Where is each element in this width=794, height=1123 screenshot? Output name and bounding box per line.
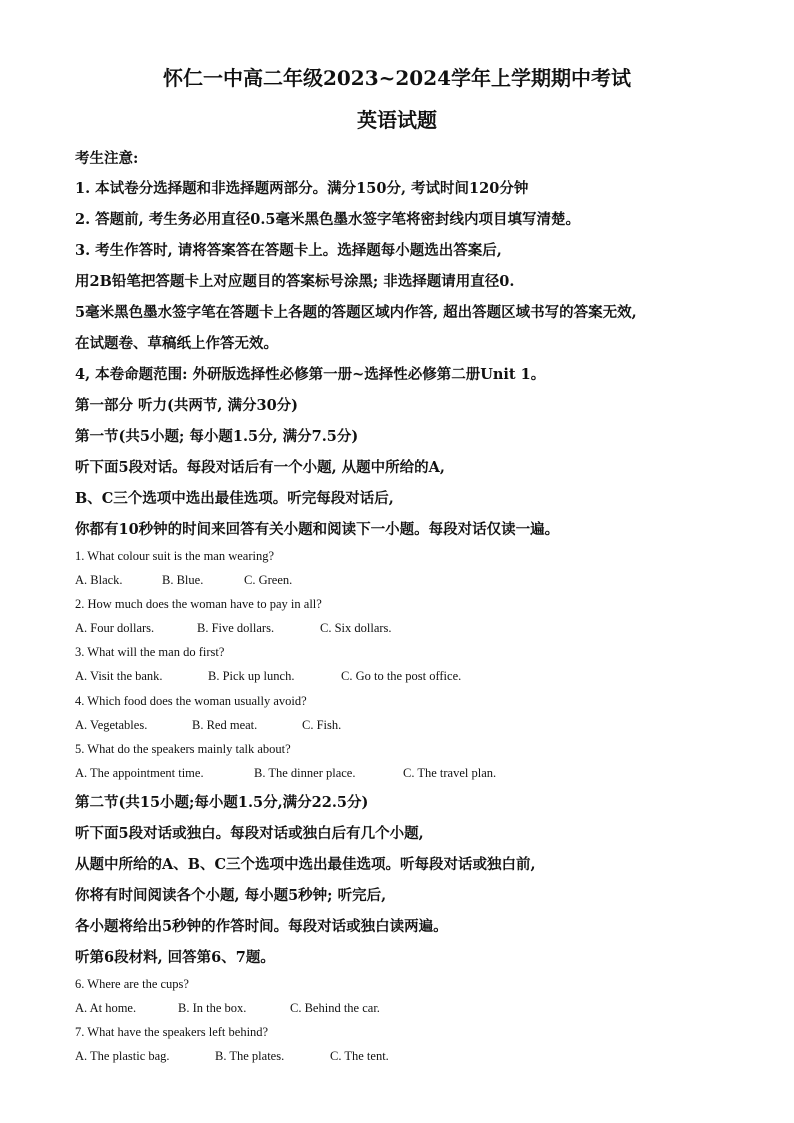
exam-title: 怀仁一中高二年级2023~2024学年上学期期中考试 bbox=[162, 66, 632, 90]
option-a: A. Visit the bank. bbox=[75, 669, 163, 683]
section2-instruction: 各小题将给出5秒钟的作答时间。每段对话或独白读两遍。 bbox=[75, 918, 448, 935]
option-c: C. Green. bbox=[244, 573, 293, 587]
option-c: C. The travel plan. bbox=[403, 766, 497, 780]
option-b: B. Blue. bbox=[162, 573, 204, 587]
question-text: 7. What have the speakers left behind? bbox=[75, 1025, 269, 1039]
option-a: A. At home. bbox=[75, 1001, 137, 1015]
notes-heading: 考生注意: bbox=[75, 150, 139, 167]
note-line: 3. 考生作答时, 请将答案答在答题卡上。选择题每小题选出答案后, bbox=[75, 242, 502, 259]
question-text: 6. Where are the cups? bbox=[75, 977, 189, 991]
material-heading: 听第6段材料, 回答第6、7题。 bbox=[75, 949, 275, 966]
note-line: 在试题卷、草稿纸上作答无效。 bbox=[75, 335, 278, 352]
exam-subtitle: 英语试题 bbox=[357, 108, 437, 132]
question-text: 4. Which food does the woman usually avoid? bbox=[75, 694, 307, 708]
question-text: 3. What will the man do first? bbox=[75, 645, 225, 659]
option-c: C. Go to the post office. bbox=[341, 669, 462, 683]
note-line: 1. 本试卷分选择题和非选择题两部分。满分150分, 考试时间120分钟 bbox=[75, 180, 529, 197]
note-line: 4, 本卷命题范围: 外研版选择性必修第一册~选择性必修第二册Unit 1。 bbox=[75, 366, 546, 383]
option-a: A. The appointment time. bbox=[75, 766, 204, 780]
option-a: A. Four dollars. bbox=[75, 621, 155, 635]
option-c: C. Six dollars. bbox=[320, 621, 392, 635]
option-a: A. Vegetables. bbox=[75, 718, 148, 732]
section1-instruction: 听下面5段对话。每段对话后有一个小题, 从题中所给的A, bbox=[75, 459, 445, 476]
note-line: 用2B铅笔把答题卡上对应题目的答案标号涂黑; 非选择题请用直径0. bbox=[75, 273, 515, 290]
option-c: C. Behind the car. bbox=[290, 1001, 380, 1015]
section2-heading: 第二节(共15小题;每小题1.5分,满分22.5分) bbox=[75, 794, 369, 811]
question-text: 1. What colour suit is the man wearing? bbox=[75, 549, 275, 563]
part1-heading: 第一部分 听力(共两节, 满分30分) bbox=[75, 397, 299, 414]
option-c: C. The tent. bbox=[330, 1049, 389, 1063]
option-b: B. In the box. bbox=[178, 1001, 247, 1015]
question-text: 5. What do the speakers mainly talk about? bbox=[75, 742, 291, 756]
section1-heading: 第一节(共5小题; 每小题1.5分, 满分7.5分) bbox=[75, 428, 359, 445]
option-a: A. The plastic bag. bbox=[75, 1049, 170, 1063]
section1-instruction: B、C三个选项中选出最佳选项。听完每段对话后, bbox=[75, 490, 394, 507]
question-text: 2. How much does the woman have to pay in all? bbox=[75, 597, 322, 611]
note-line: 5毫米黑色墨水签字笔在答题卡上各题的答题区域内作答, 超出答题区域书写的答案无效, bbox=[75, 304, 637, 321]
section2-instruction: 你将有时间阅读各个小题, 每小题5秒钟; 听完后, bbox=[75, 887, 387, 904]
option-b: B. Pick up lunch. bbox=[208, 669, 295, 683]
section2-instruction: 听下面5段对话或独白。每段对话或独白后有几个小题, bbox=[75, 825, 424, 842]
option-b: B. The dinner place. bbox=[254, 766, 356, 780]
option-c: C. Fish. bbox=[302, 718, 342, 732]
note-line: 2. 答题前, 考生务必用直径0.5毫米黑色墨水签字笔将密封线内项目填写清楚。 bbox=[75, 211, 581, 228]
section1-instruction: 你都有10秒钟的时间来回答有关小题和阅读下一小题。每段对话仅读一遍。 bbox=[75, 521, 560, 538]
option-b: B. The plates. bbox=[215, 1049, 285, 1063]
option-b: B. Five dollars. bbox=[197, 621, 275, 635]
section2-instruction: 从题中所给的A、B、C三个选项中选出最佳选项。听每段对话或独白前, bbox=[75, 856, 536, 873]
option-b: B. Red meat. bbox=[192, 718, 258, 732]
option-a: A. Black. bbox=[75, 573, 123, 587]
